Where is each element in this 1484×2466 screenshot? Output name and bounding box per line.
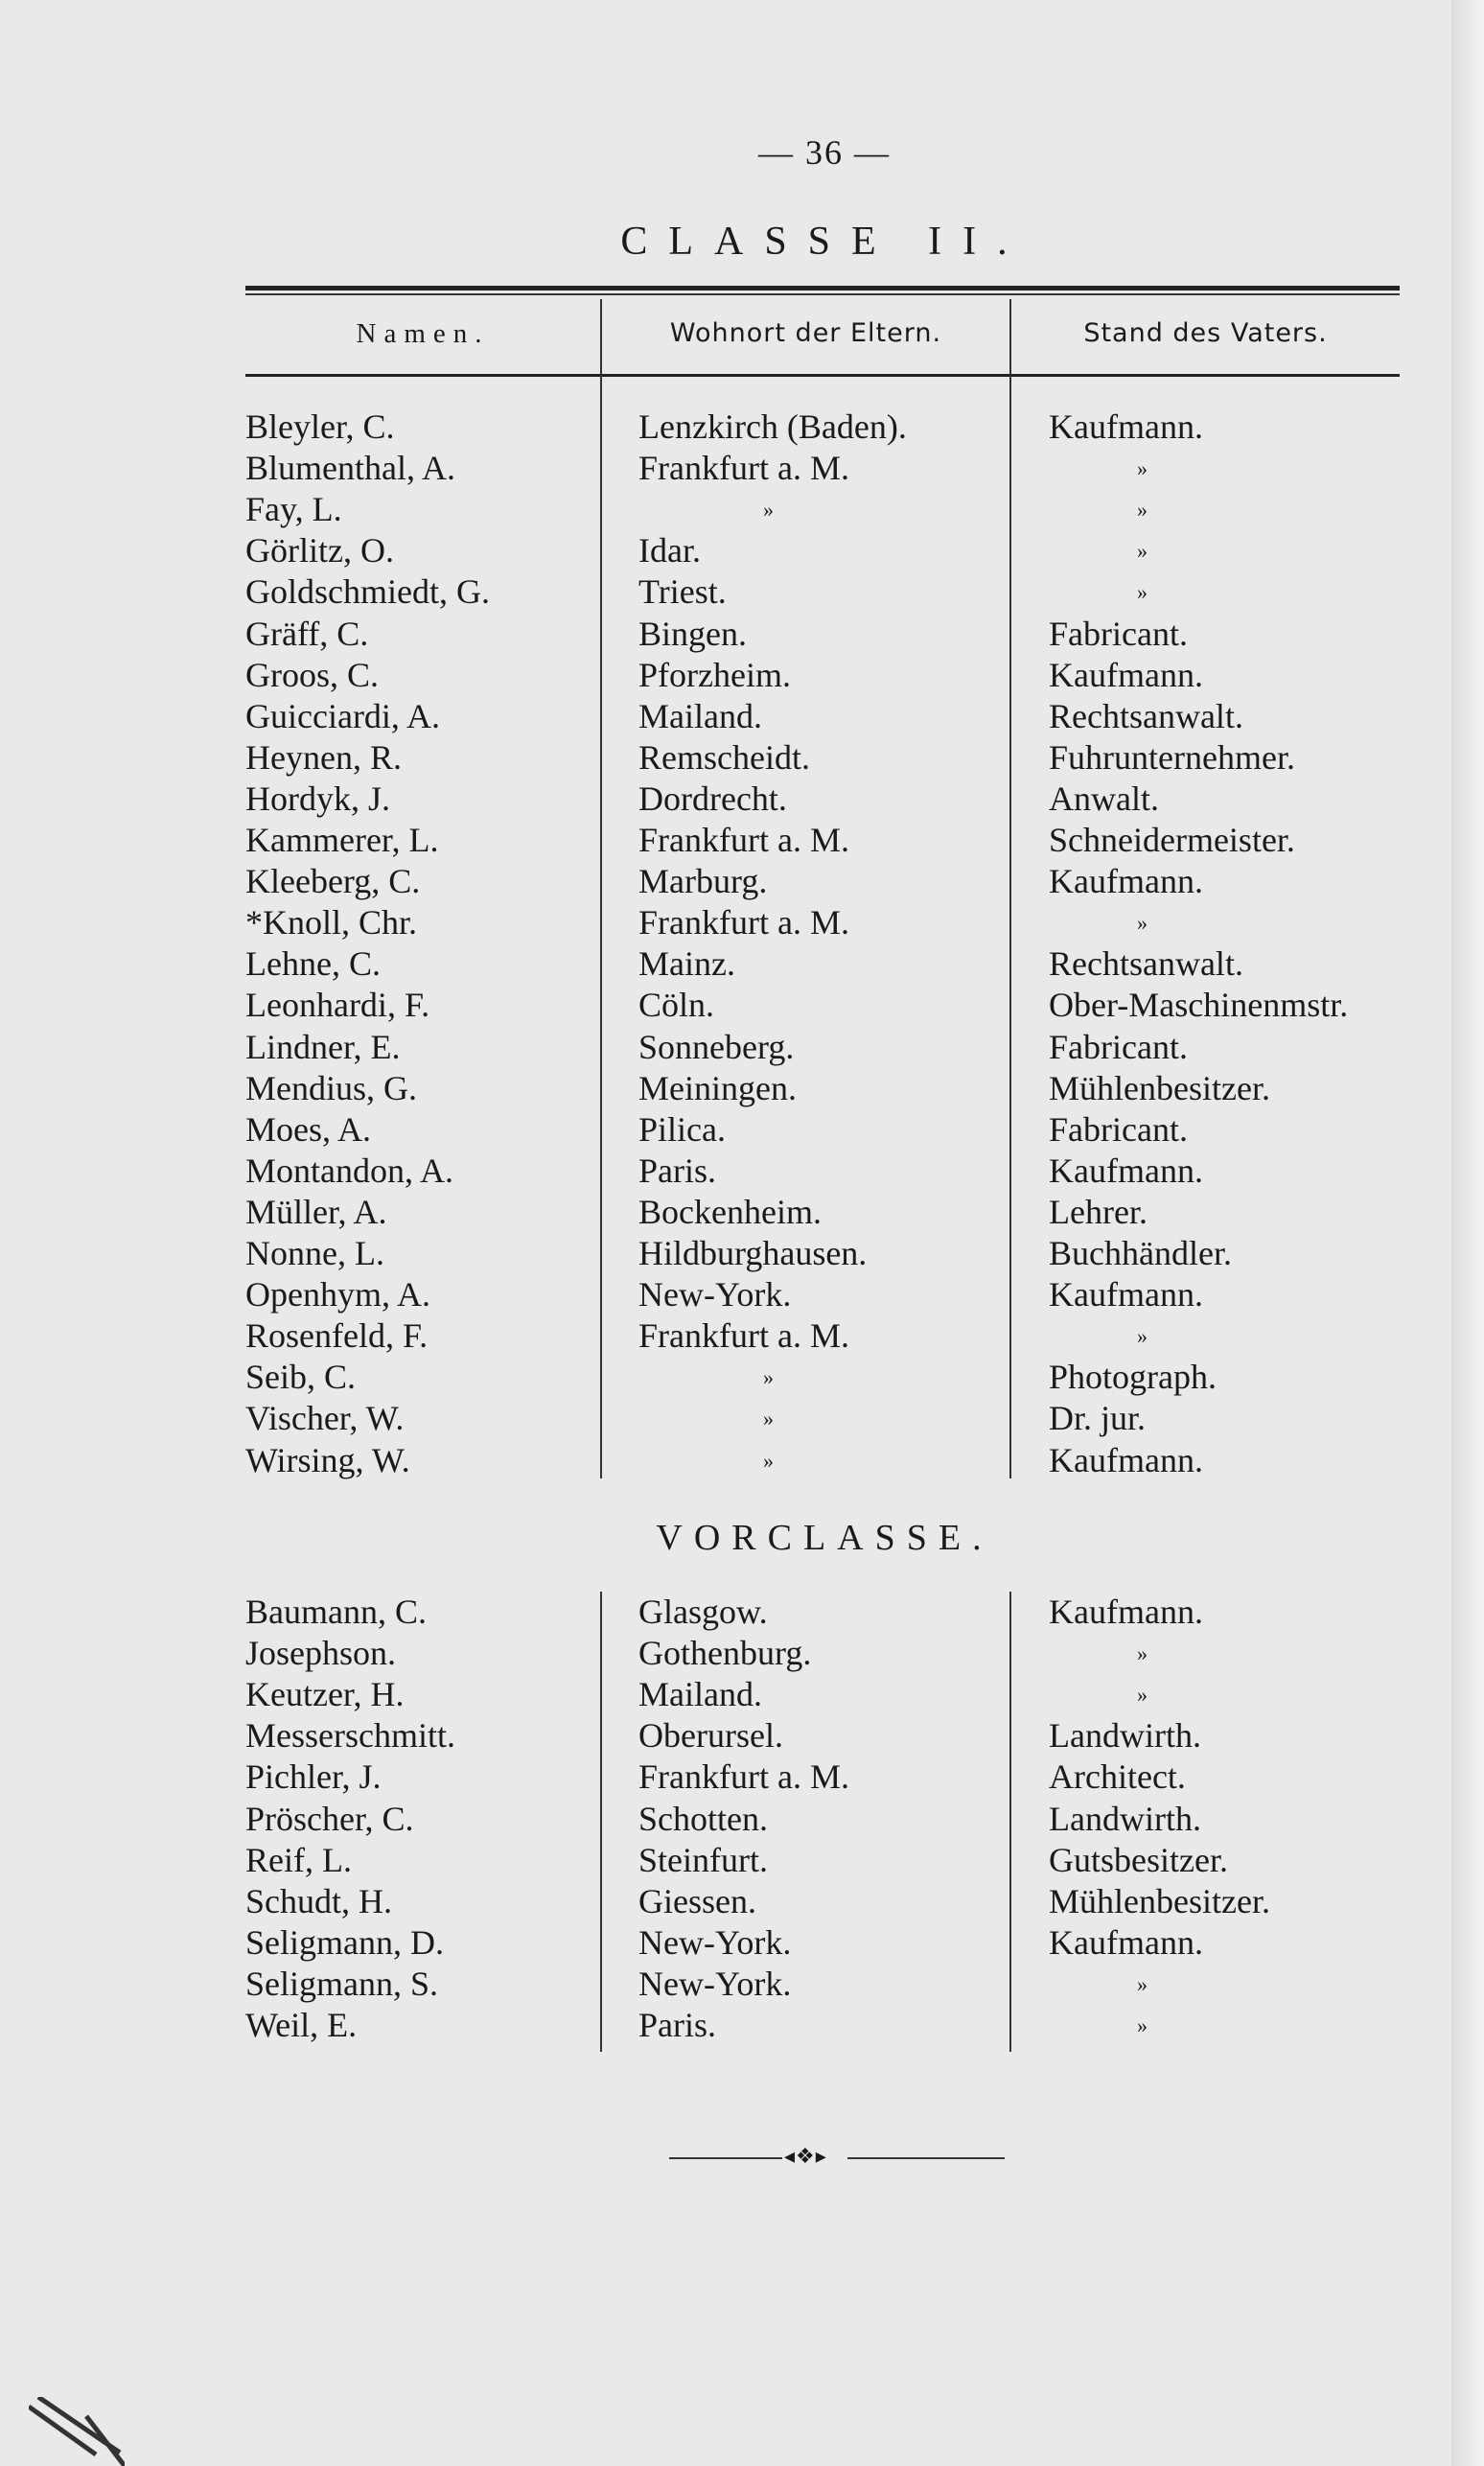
table-row	[0, 530, 1484, 571]
parents-residence: New-York.	[638, 1964, 792, 2003]
father-occupation: Fabricant.	[1049, 614, 1188, 653]
table-row	[0, 1756, 1484, 1798]
parents-residence: Marburg.	[638, 862, 768, 901]
father-occupation: Fuhrunternehmer.	[1049, 737, 1295, 777]
parents-residence: Bingen.	[638, 614, 747, 653]
parents-residence: Paris.	[638, 1151, 716, 1190]
table-row	[0, 1233, 1484, 1274]
table-row	[0, 861, 1484, 902]
table-row	[0, 1964, 1484, 2005]
father-occupation: Kaufmann.	[1049, 1275, 1203, 1314]
class-title: CLASSE II.	[620, 220, 1029, 264]
student-name: Openhym, A.	[245, 1275, 430, 1314]
student-name: *Knoll, Chr.	[245, 903, 418, 942]
student-name: Nonne, L.	[245, 1234, 384, 1272]
parents-residence: Pforzheim.	[638, 655, 791, 694]
student-name: Kleeberg, C.	[245, 862, 421, 901]
student-name: Moes, A.	[245, 1109, 372, 1149]
student-name: Reif, L.	[245, 1840, 352, 1879]
table-row	[0, 1357, 1484, 1398]
table-row	[0, 1109, 1484, 1151]
student-name: Montandon, A.	[245, 1151, 454, 1190]
student-name: Seligmann, D.	[245, 1922, 444, 1962]
table-row	[0, 1440, 1484, 1481]
page-number: — 36 —	[758, 133, 891, 172]
parents-residence: Triest.	[638, 572, 727, 612]
ditto-mark: »	[1137, 1683, 1148, 1708]
father-occupation: Photograph.	[1049, 1358, 1217, 1397]
student-name: Pröscher, C.	[245, 1799, 414, 1838]
ditto-mark: »	[1137, 580, 1148, 605]
table-row	[0, 1151, 1484, 1192]
father-occupation: Ober-Maschinenmstr.	[1049, 986, 1349, 1025]
student-name: Vischer, W.	[245, 1399, 405, 1438]
student-name: Gräff, C.	[245, 614, 369, 653]
vorclasse-title: VORCLASSE.	[656, 1518, 993, 1558]
student-name: Groos, C.	[245, 655, 380, 694]
student-name: Lindner, E.	[245, 1027, 401, 1066]
ditto-mark: »	[1137, 1324, 1148, 1349]
top-rule-thin	[245, 293, 1400, 295]
table-row	[0, 820, 1484, 861]
student-name: Weil, E.	[245, 2006, 358, 2044]
parents-residence: Frankfurt a. M.	[638, 1757, 849, 1797]
father-occupation: Rechtsanwalt.	[1049, 696, 1243, 735]
parents-residence: Steinfurt.	[638, 1840, 768, 1879]
ditto-mark: »	[1137, 1641, 1148, 1666]
table-row	[0, 1592, 1484, 1633]
parents-residence: Schotten.	[638, 1799, 768, 1838]
table-row	[0, 655, 1484, 696]
end-ornament: ◂❖▸	[669, 2152, 1005, 2165]
table-row	[0, 1274, 1484, 1315]
father-occupation: Fabricant.	[1049, 1027, 1188, 1066]
table-row	[0, 614, 1484, 655]
student-name: Müller, A.	[245, 1192, 387, 1231]
column-header-name: Namen.	[356, 318, 490, 349]
table-row	[0, 407, 1484, 448]
table-row	[0, 1398, 1484, 1439]
parents-residence: Mainz.	[638, 944, 735, 984]
student-name: Keutzer, H.	[245, 1675, 405, 1714]
father-occupation: Kaufmann.	[1049, 1151, 1203, 1190]
parents-residence: Idar.	[638, 531, 701, 570]
father-occupation: Architect.	[1049, 1757, 1186, 1797]
student-name: Bleyler, C.	[245, 407, 395, 446]
parents-residence: Remscheidt.	[638, 737, 810, 777]
father-occupation: Anwalt.	[1049, 779, 1159, 818]
parents-residence: Paris.	[638, 2006, 716, 2044]
table-row	[0, 902, 1484, 943]
father-occupation: Kaufmann.	[1049, 1593, 1203, 1631]
father-occupation: Mühlenbesitzer.	[1049, 1068, 1270, 1107]
ditto-mark: »	[763, 1365, 774, 1390]
parents-residence: Meiningen.	[638, 1068, 797, 1107]
parents-residence: Cöln.	[638, 986, 715, 1025]
parents-residence: Frankfurt a. M.	[638, 903, 849, 942]
parents-residence: Lenzkirch (Baden).	[638, 407, 907, 446]
parents-residence: Frankfurt a. M.	[638, 449, 849, 488]
table-row	[0, 1315, 1484, 1357]
table-row	[0, 1715, 1484, 1756]
father-occupation: Rechtsanwalt.	[1049, 944, 1243, 984]
table-row	[0, 943, 1484, 985]
student-name: Lehne, C.	[245, 944, 381, 984]
student-name: Fay, L.	[245, 490, 342, 529]
corner-clip-mark	[29, 2397, 125, 2466]
ditto-mark: »	[1137, 456, 1148, 481]
father-occupation: Fabricant.	[1049, 1109, 1188, 1149]
ditto-mark: »	[1137, 539, 1148, 564]
student-name: Pichler, J.	[245, 1757, 382, 1797]
parents-residence: Frankfurt a. M.	[638, 821, 849, 859]
parents-residence: Sonneberg.	[638, 1027, 795, 1066]
student-name: Seib, C.	[245, 1358, 357, 1397]
table-row	[0, 1633, 1484, 1674]
student-name: Görlitz, O.	[245, 531, 394, 570]
parents-residence: Frankfurt a. M.	[638, 1316, 849, 1356]
table-row	[0, 489, 1484, 530]
ditto-mark: »	[1137, 911, 1148, 936]
father-occupation: Buchhändler.	[1049, 1234, 1232, 1272]
father-occupation: Dr. jur.	[1049, 1399, 1147, 1438]
student-name: Wirsing, W.	[245, 1440, 410, 1479]
table-row	[0, 779, 1484, 820]
parents-residence: Mailand.	[638, 1675, 762, 1714]
father-occupation: Mühlenbesitzer.	[1049, 1881, 1270, 1920]
parents-residence: Mailand.	[638, 696, 762, 735]
ditto-mark: »	[1137, 1971, 1148, 1996]
table-row	[0, 737, 1484, 779]
table-row	[0, 1881, 1484, 1922]
father-occupation: Kaufmann.	[1049, 655, 1203, 694]
student-name: Leonhardi, F.	[245, 986, 430, 1025]
student-name: Kammerer, L.	[245, 821, 439, 859]
table-row	[0, 1027, 1484, 1068]
student-name: Seligmann, S.	[245, 1964, 439, 2003]
column-header-wohnort: Wohnort der Eltern.	[669, 318, 942, 348]
father-occupation: Kaufmann.	[1049, 407, 1203, 446]
father-occupation: Landwirth.	[1049, 1799, 1201, 1838]
table-row	[0, 1799, 1484, 1840]
student-name: Goldschmiedt, G.	[245, 572, 490, 612]
parents-residence: New-York.	[638, 1275, 792, 1314]
parents-residence: Dordrecht.	[638, 779, 787, 818]
student-name: Messerschmitt.	[245, 1716, 455, 1756]
student-name: Rosenfeld, F.	[245, 1316, 429, 1356]
table-row	[0, 1674, 1484, 1715]
student-name: Josephson.	[245, 1634, 397, 1673]
table-row	[0, 2005, 1484, 2046]
parents-residence: Giessen.	[638, 1881, 756, 1920]
student-name: Blumenthal, A.	[245, 449, 455, 488]
father-occupation: Lehrer.	[1049, 1192, 1148, 1231]
student-name: Schudt, H.	[245, 1881, 392, 1920]
table-row	[0, 1068, 1484, 1109]
table-row	[0, 696, 1484, 737]
parents-residence: Gothenburg.	[638, 1634, 812, 1673]
student-name: Mendius, G.	[245, 1068, 417, 1107]
table-row	[0, 985, 1484, 1026]
parents-residence: Glasgow.	[638, 1593, 768, 1631]
father-occupation: Landwirth.	[1049, 1716, 1201, 1756]
header-rule	[245, 374, 1400, 377]
table-row	[0, 1840, 1484, 1881]
table-row	[0, 571, 1484, 613]
father-occupation: Kaufmann.	[1049, 1922, 1203, 1962]
ditto-mark: »	[763, 1448, 774, 1473]
column-header-stand: Stand des Vaters.	[1083, 318, 1328, 348]
parents-residence: Pilica.	[638, 1109, 726, 1149]
student-name: Guicciardi, A.	[245, 696, 440, 735]
table-row	[0, 1192, 1484, 1233]
ditto-mark: »	[763, 498, 774, 523]
student-name: Heynen, R.	[245, 737, 402, 777]
parents-residence: Oberursel.	[638, 1716, 783, 1756]
ditto-mark: »	[763, 1407, 774, 1431]
ditto-mark: »	[1137, 2013, 1148, 2037]
parents-residence: New-York.	[638, 1922, 792, 1962]
student-name: Baumann, C.	[245, 1593, 427, 1631]
table-row	[0, 1922, 1484, 1964]
ditto-mark: »	[1137, 498, 1148, 523]
student-name: Hordyk, J.	[245, 779, 390, 818]
father-occupation: Kaufmann.	[1049, 862, 1203, 901]
top-rule	[245, 286, 1400, 291]
father-occupation: Gutsbesitzer.	[1049, 1840, 1228, 1879]
parents-residence: Hildburghausen.	[638, 1234, 868, 1272]
father-occupation: Schneidermeister.	[1049, 821, 1295, 859]
table-row	[0, 448, 1484, 489]
parents-residence: Bockenheim.	[638, 1192, 822, 1231]
father-occupation: Kaufmann.	[1049, 1440, 1203, 1479]
